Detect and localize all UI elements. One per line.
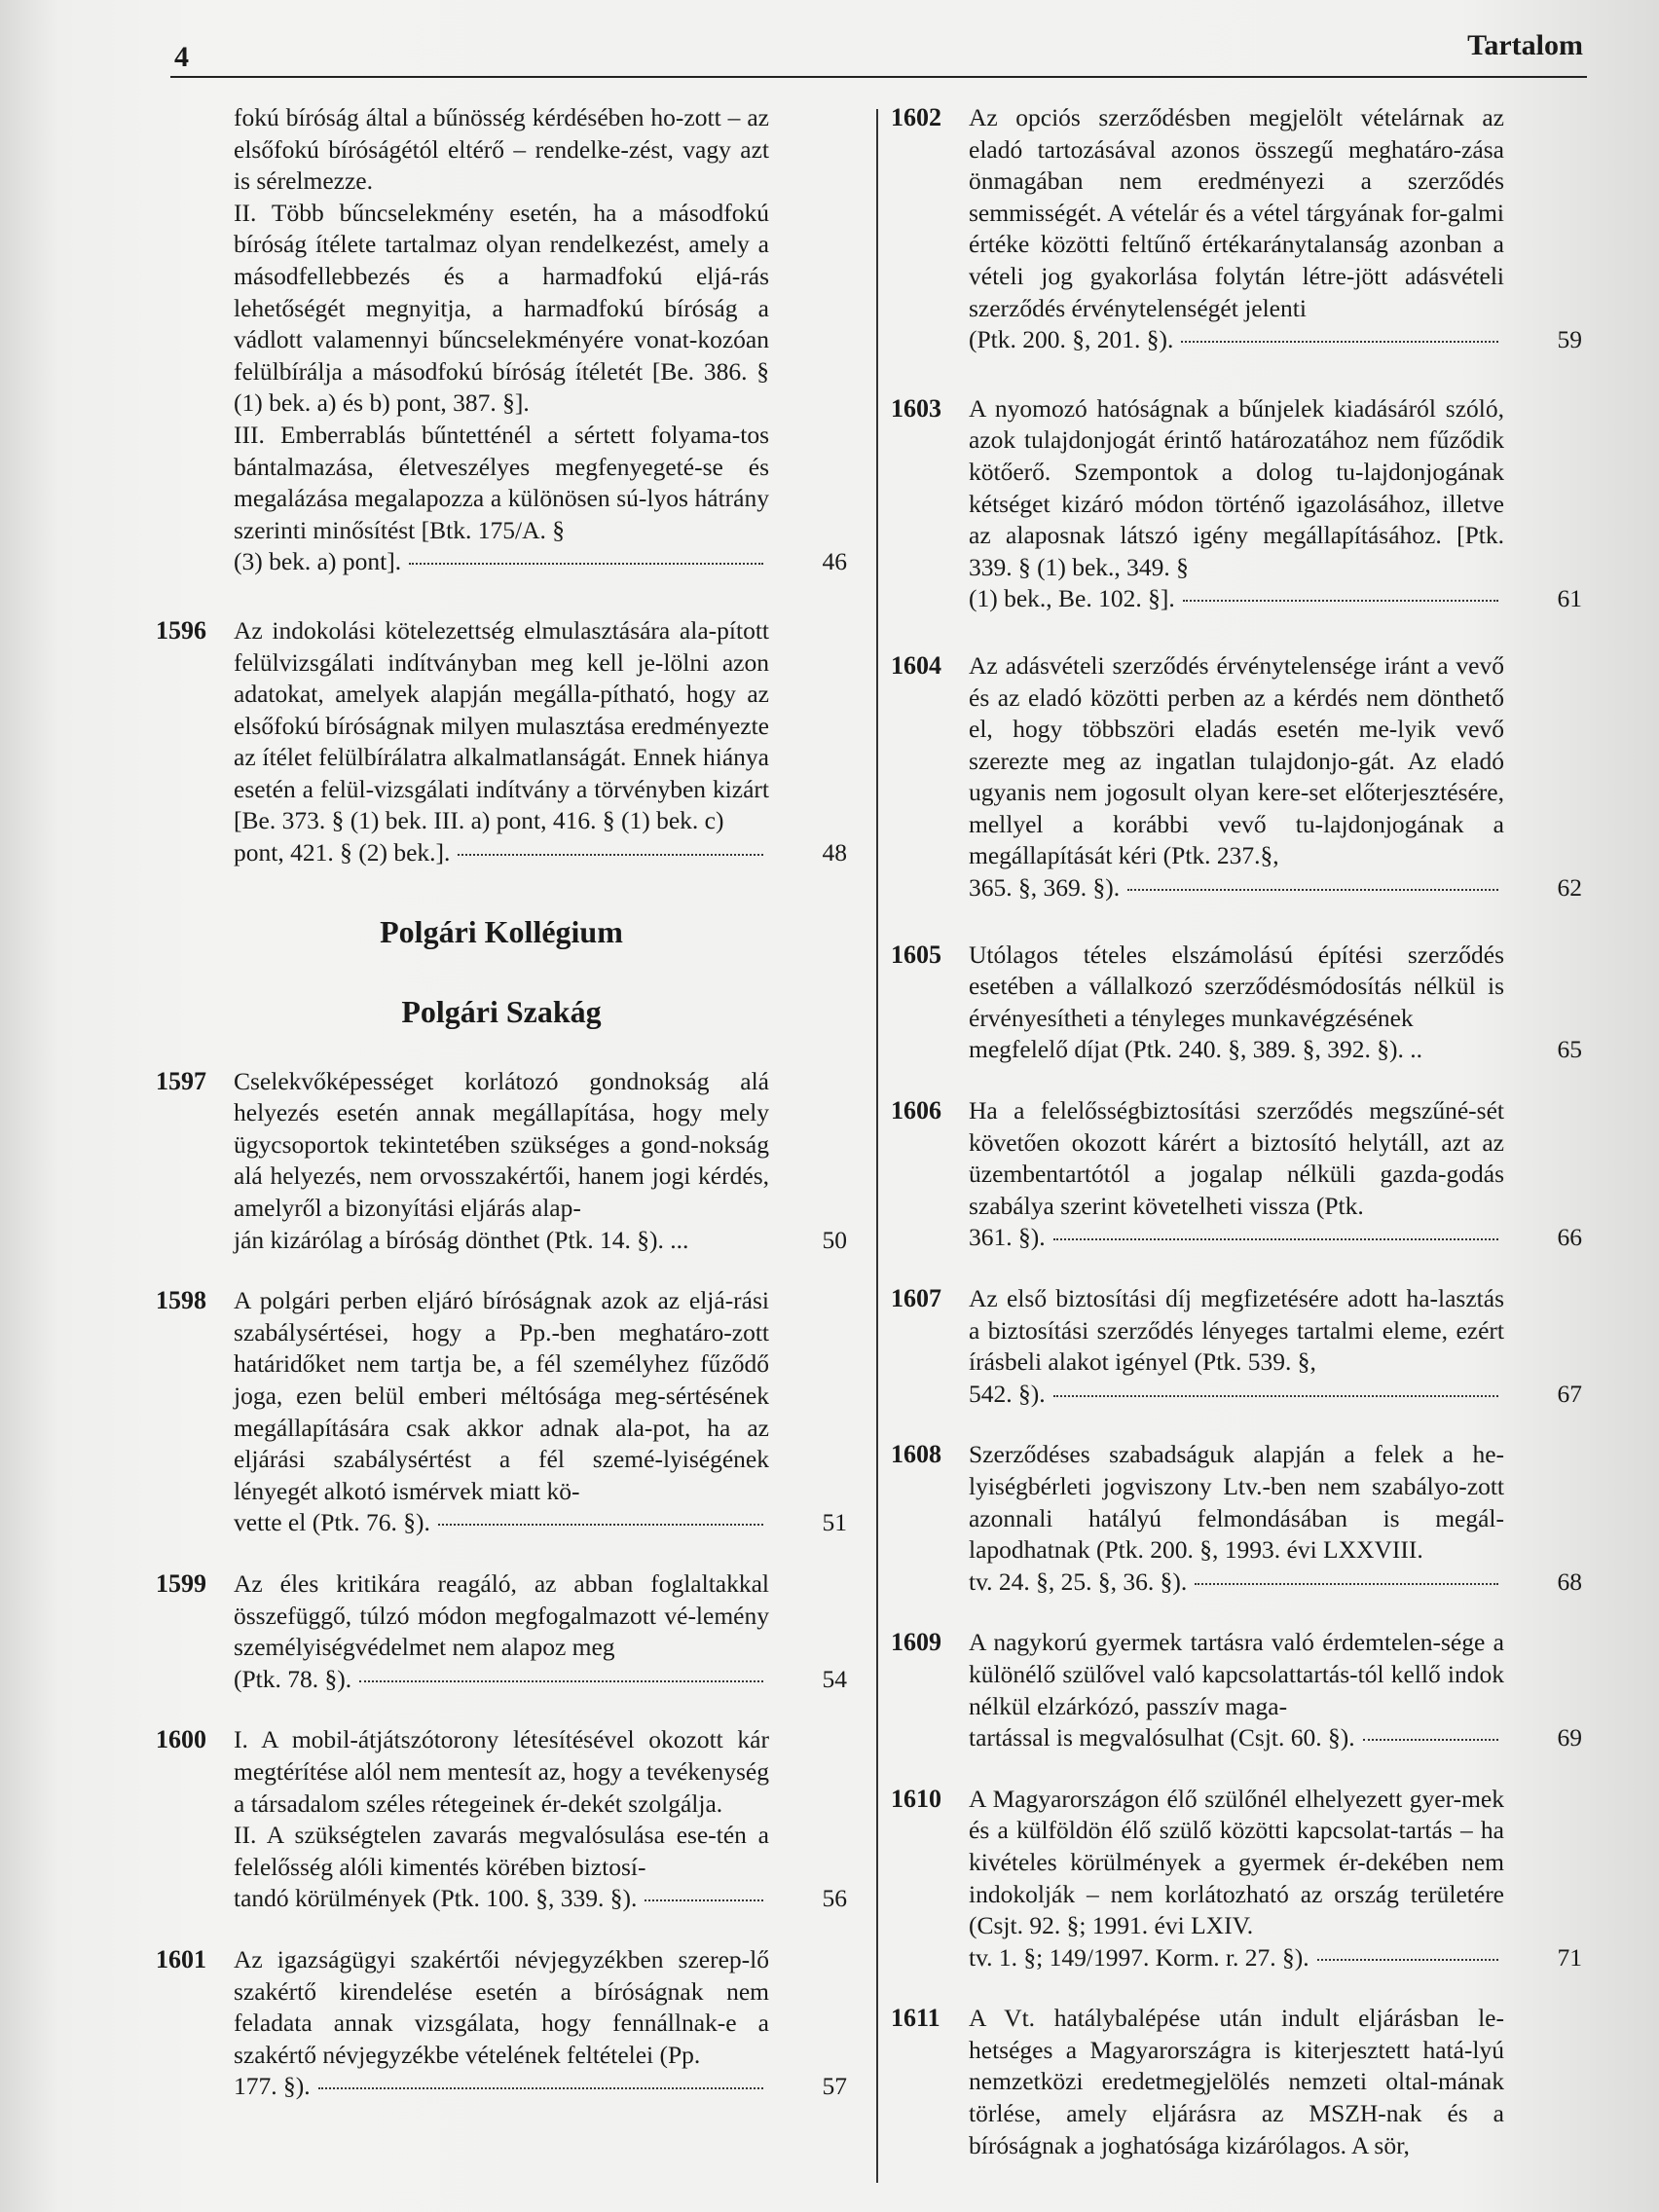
last-line-text: 361. §). <box>969 1223 1046 1252</box>
page-reference: 66 <box>1557 1223 1582 1252</box>
entry-number: 1610 <box>891 1784 941 1813</box>
entry-text: Ha a felelősségbiztosítási szerződés megszűné-sét követően okozott kárért a biztosító helytáll, azt az üzembentartótól a jogalap nélküli gazda-godás szabálya szerint követelheti vissza (Ptk. <box>969 1096 1504 1220</box>
dot-leader <box>1363 1739 1498 1741</box>
page-reference: 50 <box>822 1225 847 1254</box>
entry-text: III. Emberrablás bűntetténél a sértett folyama-tos bántalmazása, életveszélyes megfenyegeté-se és megalázása megalapozza a különösen sú-lyos hátrány szerinti minősítést [Btk. 175/A. § <box>234 420 769 544</box>
toc-entry <box>156 1568 847 1695</box>
dot-leader <box>1053 1238 1498 1240</box>
entry-number: 1609 <box>891 1628 941 1657</box>
entry-last-line <box>234 1664 769 1696</box>
entry-number: 1604 <box>891 650 941 680</box>
toc-entry <box>891 1095 1582 1254</box>
page-reference: 68 <box>1557 1567 1582 1596</box>
page-reference: 54 <box>822 1664 847 1693</box>
dot-leader <box>318 2087 763 2089</box>
entry-last-line <box>969 1722 1504 1754</box>
entry-last-line <box>969 324 1504 356</box>
entry-text: Az indokolási kötelezettség elmulasztására ala-pított felülvizsgálati indítványban meg kell je-lölni azon adatokat, amelyek alapján megálla-pítható, hogy az elsőfokú bíróságnak milyen mulasztása eredményezte az ítélet felülbírálatra alkalmatlanságát. Ennek hiánya esetén a felül-vizsgálati indítvány a törvényben kizárt [Be. 373. § (1) bek. III. a) pont, 416. § (1) bek. c) <box>234 615 769 835</box>
left-column <box>156 102 847 2132</box>
page-reference: 56 <box>822 1884 847 1913</box>
page-reference: 57 <box>822 2072 847 2101</box>
dot-leader <box>1317 1959 1498 1961</box>
entry-text: Az adásvételi szerződés érvénytelensége iránt a vevő és az eladó közötti perben az a kérdés nem dönthető el, hogy többszöri eladás esetén me-lyik vevő szerezte meg az ingatlan tulajdonjo-gát. Az eladó ugyanis nem jogosult olyan kere-set előterjesztésére, mellyel a korábbi vevő tu-lajdonjogának a megállapítását kéri (Ptk. 237.§, <box>969 650 1504 870</box>
dot-leader <box>409 563 763 565</box>
right-column <box>891 102 1582 2161</box>
last-line-text: vette el (Ptk. 76. §). <box>234 1508 430 1537</box>
page-number: 4 <box>174 41 189 73</box>
entry-number: 1607 <box>891 1284 941 1312</box>
toc-entry <box>891 2003 1582 2161</box>
page-reference: 65 <box>1557 1035 1582 1064</box>
continued-entry <box>156 102 847 578</box>
entry-text: Az első biztosítási díj megfizetésére adott ha-lasztás a biztosítási szerződés lényeges tartalmi eleme, ezért írásbeli alakot igényel (Ptk. 539. §, <box>969 1284 1504 1377</box>
entry-text: A polgári perben eljáró bíróságnak azok az eljá-rási szabálysértései, hogy a Pp.-ben meghatáro-zott határidőket nem tartja be, a fél személyhez fűződő joga, ezen belül emberi méltósága meg-sértésének megállapítására csak akkor adnak ala-pot, ha az eljárási szabálysértést a fél szemé-lyiségének lényegét alkotó ismérvek miatt kö- <box>234 1286 769 1505</box>
last-line-text: tv. 24. §, 25. §, 36. §). <box>969 1567 1188 1596</box>
entry-number: 1605 <box>891 940 941 969</box>
entry-number: 1597 <box>156 1066 206 1095</box>
entry-number: 1600 <box>156 1725 206 1754</box>
entry-text: A Vt. hatálybalépése után indult eljárásban le-hetséges a Magyarországra is kiterjesztett hatá-lyú nemzetközi eredetmegjelölés nemzeti oltal-mának törlése, amely eljárásra az MSZH-nak és a bíróságnak a joghatósága kizárólagos. A sör, <box>969 2004 1504 2159</box>
entry-text: Az éles kritikára reagáló, az abban foglaltakkal összefüggő, túlzó módon megfogalmazott vé-lemény személyiségvédelmet nem alapoz meg <box>234 1568 769 1662</box>
entry-last-line <box>234 1883 769 1915</box>
dot-leader <box>1053 1395 1498 1397</box>
toc-entry <box>891 650 1582 904</box>
last-line-text: 542. §). <box>969 1379 1046 1408</box>
entry-last-line <box>969 1567 1504 1599</box>
entry-text: A nyomozó hatóságnak a bűnjelek kiadásáról szóló, azok tulajdonjogát érintő határozatához nem fűződik kötőerő. Szempontok a dolog tu-lajdonjogának kétséget kizáró módon történő igazolásához, illetve az alaposnak látszó igény megállapításához. [Ptk. 339. § (1) bek., 349. § <box>969 393 1504 581</box>
page-reference: 61 <box>1557 584 1582 613</box>
last-line-text: megfelelő díjat (Ptk. 240. §, 389. §, 392. §). .. <box>969 1035 1423 1064</box>
last-line-text: ján kizárólag a bíróság dönthet (Ptk. 14. §). ... <box>234 1225 689 1254</box>
toc-entry <box>156 615 847 869</box>
dot-leader <box>1195 1583 1498 1585</box>
toc-entry <box>891 393 1582 615</box>
entry-text: Az opciós szerződésben megjelölt vételárnak az eladó tartozásával azonos összegű meghatáro-zása önmagában nem eredményezi a szerződés semmisségét. A vételár és a vétel tárgyának for-galmi értéke közötti feltűnő értékaránytalanság azonban a vételi jog gyakorlása folytán létre-jött adásvételi szerződés érvénytelenségét jelenti <box>969 103 1504 322</box>
dot-leader <box>458 854 763 856</box>
last-line-text: tartással is megvalósulhat (Csjt. 60. §). <box>969 1723 1355 1752</box>
toc-entry <box>891 1784 1582 1974</box>
page-reference: 46 <box>822 547 847 576</box>
running-head: Tartalom <box>1467 29 1583 61</box>
entry-text: Szerződéses szabadságuk alapján a felek a he-lyiségbérleti jogviszony Ltv.-ben nem szabályo-zott azonnali hatályú felmondásában is megál-lapodhatnak (Ptk. 200. §, 1993. évi LXXVIII. <box>969 1440 1504 1565</box>
dot-leader <box>1181 341 1498 343</box>
entry-text: fokú bíróság által a bűnösség kérdésében ho-zott – az elsőfokú bíróságétól eltérő – rendelke-zést, vagy azt is sérelmezze. <box>234 103 769 196</box>
dot-leader <box>438 1524 763 1526</box>
entry-number: 1598 <box>156 1286 206 1315</box>
toc-entry <box>156 1285 847 1539</box>
toc-entry <box>891 940 1582 1066</box>
entry-last-line <box>969 1222 1504 1254</box>
last-line-text: pont, 421. § (2) bek.]. <box>234 838 451 867</box>
page-header <box>170 29 1587 78</box>
entry-last-line <box>969 583 1504 615</box>
subsection-heading: Polgári Szakág <box>401 993 602 1029</box>
entry-last-line <box>969 1942 1504 1974</box>
toc-entry <box>891 102 1582 356</box>
entry-last-line <box>969 1034 1504 1066</box>
dot-leader <box>645 1899 763 1901</box>
toc-entry <box>891 1439 1582 1598</box>
toc-entry <box>891 1283 1582 1410</box>
last-line-text: (Ptk. 78. §). <box>234 1664 352 1693</box>
entry-number: 1596 <box>156 615 206 645</box>
entry-text: Utólagos tételes elszámolású építési szerződés esetében a vállalkozó szerződésmódosítás nélkül is érvényesítheti a tényleges munkavégzésének <box>969 940 1504 1032</box>
entry-number: 1606 <box>891 1096 941 1125</box>
page-reference: 51 <box>822 1508 847 1537</box>
entry-number: 1599 <box>156 1568 206 1598</box>
last-line-text: tandó körülmények (Ptk. 100. §, 339. §). <box>234 1884 638 1913</box>
entry-number: 1602 <box>891 103 941 131</box>
last-line-text: (Ptk. 200. §, 201. §). <box>969 325 1174 354</box>
entry-text: A nagykorú gyermek tartásra való érdemtelen-sége a különélő szülővel való kapcsolattartás-tól kellő indok nélkül elzárkózó, passzív maga- <box>969 1628 1504 1720</box>
entry-text: II. Több bűncselekmény esetén, ha a másodfokú bíróság ítélete tartalmaz olyan rendelkezést, amely a másodfellebbezés és a harmadfokú eljá-rás lehetőségét megnyitja, a harmadfokú bíróság a vádlott valamennyi bűncselekményére vonat-kozóan felülbírálja a másodfokú bíróság ítéletét [Be. 386. § (1) bek. a) és b) pont, 387. §]. <box>234 198 769 418</box>
section-heading: Polgári Kollégium <box>380 913 623 949</box>
entry-number: 1603 <box>891 393 941 423</box>
column-divider <box>876 109 878 2183</box>
dot-leader <box>359 1680 763 1682</box>
entry-text: Cselekvőképességet korlátozó gondnokság alá helyezés esetén annak megállapítása, hogy mely ügycsoportok tekintetében szükséges a gond-nokság alá helyezés, nem orvosszakértői, hanem jogi kérdés, amelyről a bizonyítási eljárás alap- <box>234 1066 769 1223</box>
entry-last-line <box>969 1379 1504 1411</box>
entry-number: 1601 <box>156 1944 206 1973</box>
last-line-text: (1) bek., Be. 102. §]. <box>969 584 1175 613</box>
entry-text: A Magyarországon élő szülőnél elhelyezett gyer-mek és a külföldön élő szülő közötti kapcsolat-tartás – ha kivételes körülmények a gyermek ér-dekében nem indokolják – nem korlátozható az ország területére (Csjt. 92. §; 1991. évi LXIV. <box>969 1784 1504 1940</box>
entry-text: I. A mobil-átjátszótorony létesítésével okozott kár megtérítése alól nem mentesít az, hogy a tevékenység a társadalom széles rétegeinek ér-dekét szolgálja. <box>234 1725 769 1818</box>
entry-last-line <box>234 1507 769 1539</box>
entry-last-line <box>969 872 1504 904</box>
page-reference: 71 <box>1557 1942 1582 1972</box>
toc-entry <box>891 1627 1582 1753</box>
page-reference: 59 <box>1557 325 1582 354</box>
entry-text: Az igazságügyi szakértői névjegyzékben szerep-lő szakértő kirendelése esetén a bíróságnak nem feladata annak vizsgálata, hogy fennállnak-e a szakértő névjegyzékbe vételének feltételei (Pp. <box>234 1944 769 2069</box>
entry-last-line <box>234 837 769 869</box>
page-reference: 48 <box>822 838 847 867</box>
page-reference: 62 <box>1557 873 1582 903</box>
entry-number: 1608 <box>891 1440 941 1469</box>
entry-last-line <box>234 2071 769 2103</box>
toc-entry <box>156 1724 847 1915</box>
entry-text: II. A szükségtelen zavarás megvalósulása ese-tén a felelősség alóli kimentés körében biztosí- <box>234 1821 769 1881</box>
dot-leader <box>1183 600 1498 602</box>
page-reference: 69 <box>1557 1723 1582 1752</box>
entry-last-line <box>234 546 769 578</box>
last-line-text: 365. §, 369. §). <box>969 873 1121 903</box>
last-line-text: 177. §). <box>234 2072 311 2101</box>
dot-leader <box>1127 889 1498 891</box>
page-reference: 67 <box>1557 1379 1582 1408</box>
toc-entry <box>156 1944 847 2103</box>
entry-last-line <box>234 1225 769 1257</box>
last-line-text: tv. 1. §; 149/1997. Korm. r. 27. §). <box>969 1942 1309 1972</box>
last-line-text: (3) bek. a) pont]. <box>234 547 402 576</box>
entry-number: 1611 <box>891 2004 940 2033</box>
toc-entry <box>156 1066 847 1257</box>
